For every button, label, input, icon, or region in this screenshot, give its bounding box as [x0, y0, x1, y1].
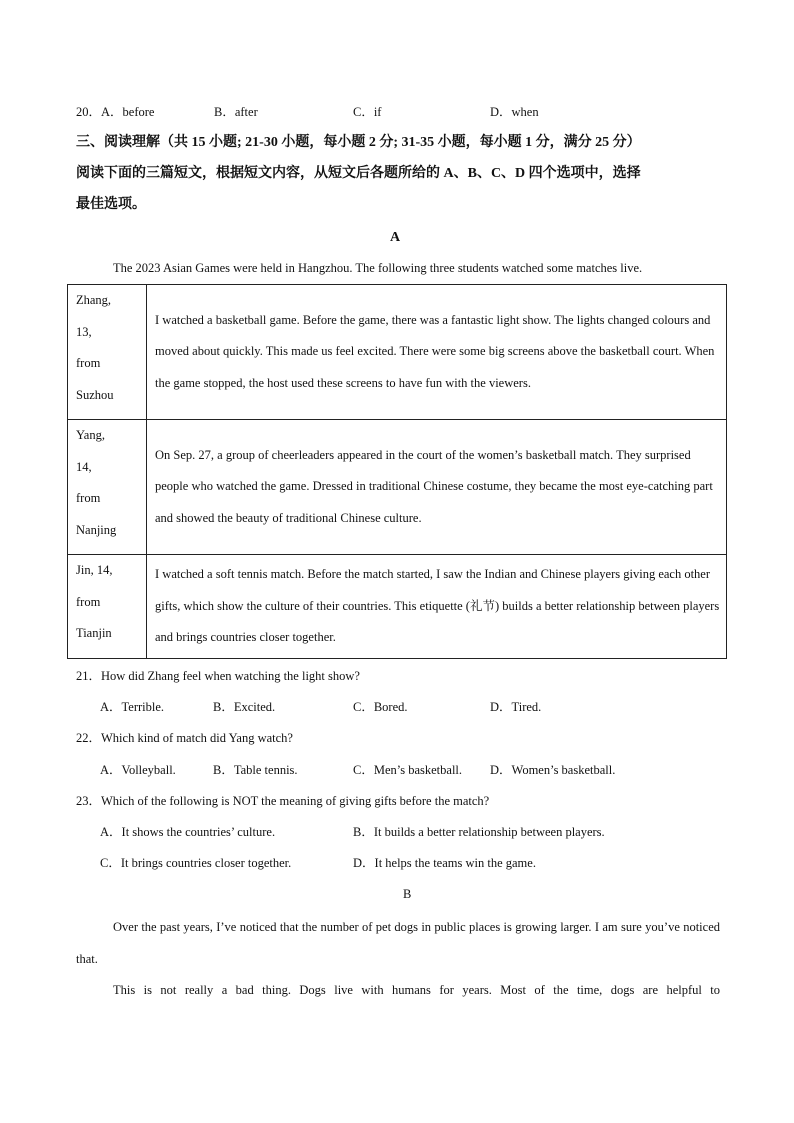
- table-row: [68, 420, 727, 555]
- q22-option-d: D．Women’s basketball.: [490, 763, 616, 777]
- passage-a-label: A: [390, 230, 401, 245]
- q20-c: C．if: [353, 105, 382, 119]
- name-line: from: [76, 594, 101, 609]
- q20-a: 20．A．before: [76, 105, 155, 119]
- student-name-cell: [68, 285, 147, 420]
- table-row: [68, 555, 727, 659]
- q21-stem: 21．How did Zhang feel when watching the light show?: [76, 669, 360, 683]
- student-name-cell: [68, 420, 147, 555]
- q22-option-c: C．Men’s basketball.: [353, 763, 463, 777]
- name-line: Nanjing: [76, 522, 117, 537]
- name-line: from: [76, 356, 101, 370]
- passage-b-paragraph-2: This is not really a bad thing. Dogs live with humans for years. Most of the time, dogs are helpful to: [113, 983, 720, 997]
- student-name-cell: [68, 555, 147, 659]
- name-line: Zhang,: [76, 293, 112, 307]
- student-comment-cell: On Sep. 27, a group of cheerleaders appeared in the court of the women’s basketball match. They surprised people who watched the game. Dressed in traditional Chinese costume, they became the most eye-catching part and showed the beauty of traditional Chinese culture.: [147, 420, 727, 555]
- name-line: Tianjin: [76, 626, 112, 640]
- q22-option-b: B．Table tennis.: [213, 763, 298, 777]
- passage-b-paragraph-1: Over the past years, I’ve noticed that the number of pet dogs in public places is growing larger. I am sure you’ve noticed that.: [76, 920, 720, 966]
- table-row: [68, 285, 727, 420]
- q23-option-a: A．It shows the countries’ culture.: [100, 825, 276, 839]
- section-heading: 三、阅读理解（共 15 小题; 21-30 小题，每小题 2 分; 31-35 小题，每小题 1 分，满分 25 分）: [76, 135, 641, 150]
- passage-b-label: B: [403, 887, 412, 901]
- q21-option-c: C．Bored.: [353, 700, 408, 714]
- q23-option-d: D．It helps the teams win the game.: [353, 856, 536, 870]
- q21-option-b: B．Excited.: [213, 700, 276, 714]
- q21-option-a: A．Terrible.: [100, 700, 165, 714]
- name-line: Suzhou: [76, 387, 114, 402]
- name-line: Jin, 14,: [76, 563, 113, 577]
- name-line: 14,: [76, 459, 92, 474]
- q22-option-a: A．Volleyball.: [100, 763, 176, 777]
- q20-d: D．when: [490, 105, 539, 119]
- name-line: from: [76, 491, 101, 505]
- section-instruction-2: 最佳选项。: [76, 197, 146, 212]
- name-line: Yang,: [76, 428, 105, 442]
- section-instruction-1: 阅读下面的三篇短文，根据短文内容，从短文后各题所给的 A、B、C、D 四个选项中，选择: [76, 166, 641, 181]
- q20-b: B．after: [214, 105, 258, 119]
- students-table: [67, 284, 727, 659]
- q23-stem: 23．Which of the following is NOT the meaning of giving gifts before the match?: [76, 794, 490, 808]
- student-comment-cell: I watched a soft tennis match. Before the match started, I saw the Indian and Chinese players giving each other gifts, which show the culture of their countries. This etiquette (礼节) builds a better relationship between players and brings countries closer together.: [147, 555, 727, 659]
- q23-option-c: C．It brings countries closer together.: [100, 856, 292, 870]
- name-line: 13,: [76, 324, 92, 339]
- q23-option-b: B．It builds a better relationship between players.: [353, 825, 605, 839]
- student-comment-cell: I watched a basketball game. Before the game, there was a fantastic light show. The lights changed colours and moved about quickly. This made us feel excited. There were some big screens above the basketball court. When the game stopped, the host used these screens to have fun with the viewers.: [147, 285, 727, 420]
- passage-a-intro: The 2023 Asian Games were held in Hangzhou. The following three students watched some matches live.: [113, 261, 643, 275]
- q22-stem: 22．Which kind of match did Yang watch?: [76, 731, 293, 745]
- q21-option-d: D．Tired.: [490, 700, 542, 714]
